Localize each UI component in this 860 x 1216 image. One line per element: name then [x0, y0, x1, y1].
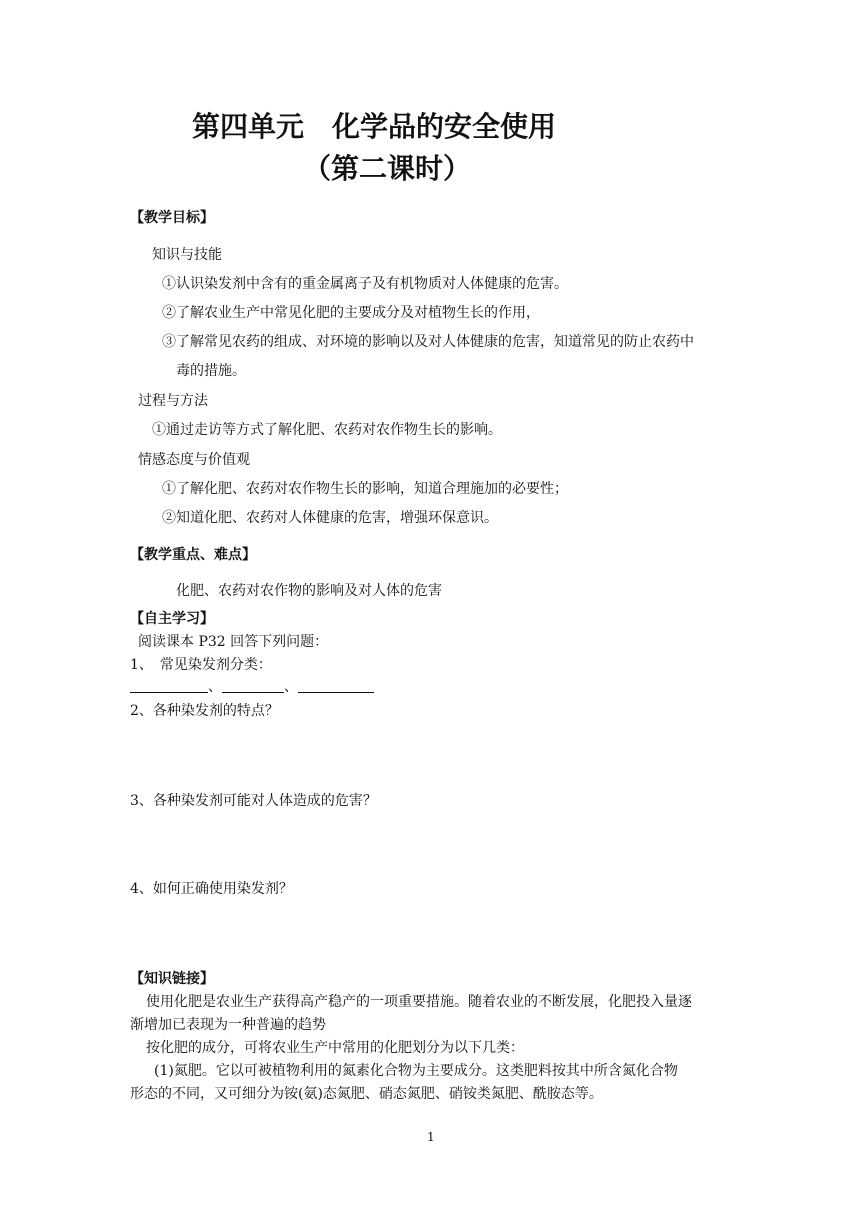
answer-blank-1[interactable] [130, 692, 208, 693]
knowledge-link-para1-line1: 使用化肥是农业生产获得高产稳产的一项重要措施。随着农业的不断发展，化肥投入量逐 [146, 994, 692, 1010]
knowledge-link-para2: 按化肥的成分，可将农业生产中常用的化肥划分为以下几类： [146, 1040, 524, 1056]
knowledge-item-2: ②了解农业生产中常见化肥的主要成分及对植物生长的作用， [162, 305, 540, 321]
key-points-text: 化肥、农药对农作物的影响及对人体的危害 [176, 583, 442, 599]
question-3: 3、各种染发剂可能对人体造成的危害？ [130, 793, 377, 809]
emotion-item-2: ②知道化肥、农药对人体健康的危害，增强环保意识。 [162, 510, 498, 526]
page-subtitle: （第二课时） [303, 152, 472, 185]
objectives-heading: 【教学目标】 [130, 210, 214, 226]
self-study-heading: 【自主学习】 [130, 611, 214, 627]
knowledge-item-1: ①认识染发剂中含有的重金属离子及有机物质对人体健康的危害。 [162, 276, 568, 292]
page-title: 第四单元 化学品的安全使用 [192, 110, 557, 143]
self-study-intro: 阅读课本 P32 回答下列问题： [138, 634, 329, 650]
answer-blank-3[interactable] [298, 692, 374, 693]
knowledge-link-para3-line1: (1)氮肥。它以可被植物利用的氮素化合物为主要成分。这类肥料按其中所含氮化合物 [154, 1063, 678, 1079]
knowledge-link-heading: 【知识链接】 [130, 971, 214, 987]
knowledge-item-3: ③了解常见农药的组成、对环境的影响以及对人体健康的危害，知道常见的防止农药中 [162, 334, 694, 350]
process-item-1: ①通过走访等方式了解化肥、农药对农作物生长的影响。 [152, 422, 502, 438]
blank-separator-1: 、 [208, 679, 222, 695]
process-methods-label: 过程与方法 [138, 393, 208, 409]
knowledge-link-para3-line2: 形态的不同，又可细分为铵(氨)态氮肥、硝态氮肥、硝铵类氮肥、酰胺态等。 [130, 1086, 603, 1102]
knowledge-link-para1-line2: 渐增加已表现为一种普遍的趋势 [130, 1017, 326, 1033]
key-points-heading: 【教学重点、难点】 [130, 547, 256, 563]
emotion-item-1: ①了解化肥、农药对农作物生长的影响，知道合理施加的必要性； [162, 481, 568, 497]
question-4: 4、如何正确使用染发剂？ [130, 881, 293, 897]
answer-blank-2[interactable] [222, 692, 284, 693]
emotion-values-label: 情感态度与价值观 [138, 452, 250, 468]
question-2: 2、各种染发剂的特点？ [130, 703, 279, 719]
knowledge-skills-label: 知识与技能 [152, 247, 222, 263]
blank-separator-2: 、 [284, 679, 298, 695]
knowledge-item-3-continued: 毒的措施。 [176, 363, 246, 379]
page-number: 1 [427, 1130, 435, 1144]
question-1: 1、 常见染发剂分类： [130, 657, 272, 673]
